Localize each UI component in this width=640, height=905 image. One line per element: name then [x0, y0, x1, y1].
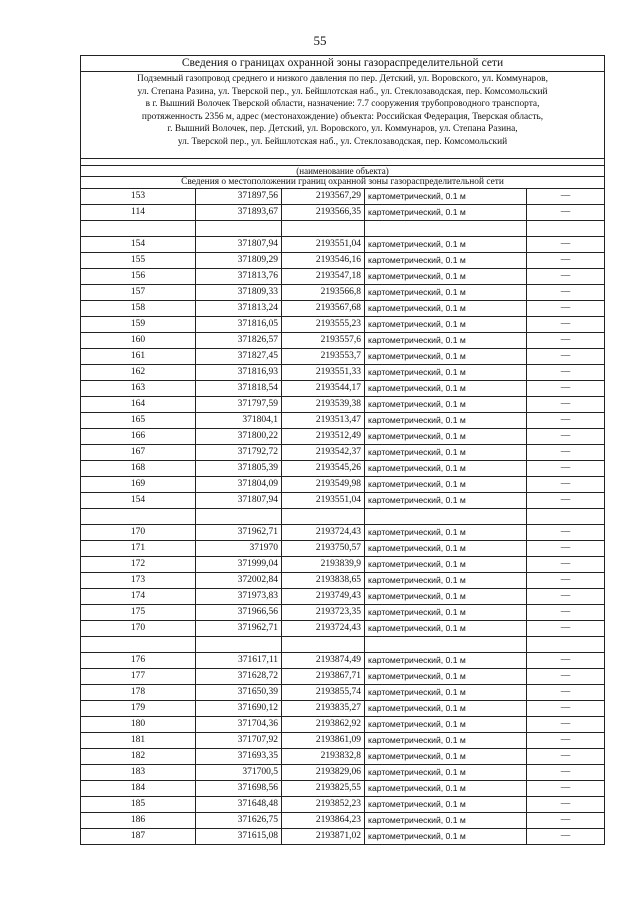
- x-coordinate-cell: 371813,76: [196, 269, 282, 285]
- table-row: [81, 493, 604, 509]
- y-coordinate-cell: 2193829,06: [282, 765, 365, 781]
- empty-cell: [527, 637, 605, 653]
- table-row: [81, 557, 604, 573]
- x-coordinate-cell: 371826,57: [196, 333, 282, 349]
- object-description: [81, 72, 604, 159]
- y-coordinate-cell: 2193551,04: [282, 493, 365, 509]
- description-cell: —: [527, 605, 605, 621]
- point-number-cell: 177: [81, 669, 196, 685]
- x-coordinate-cell: 371809,29: [196, 253, 282, 269]
- method-cell: картометрический, 0.1 м: [365, 829, 527, 845]
- y-coordinate-cell: 2193832,8: [282, 749, 365, 765]
- method-cell: картометрический, 0.1 м: [365, 573, 527, 589]
- description-cell: —: [527, 349, 605, 365]
- point-number-cell: 158: [81, 301, 196, 317]
- description-cell: —: [527, 333, 605, 349]
- point-number-cell: 175: [81, 605, 196, 621]
- description-cell: —: [527, 429, 605, 445]
- y-coordinate-cell: 2193864,23: [282, 813, 365, 829]
- description-cell: —: [527, 797, 605, 813]
- x-coordinate-cell: 371962,71: [196, 525, 282, 541]
- x-coordinate-cell: 371693,35: [196, 749, 282, 765]
- description-cell: —: [527, 205, 605, 221]
- table-row: [81, 397, 604, 413]
- description-cell: —: [527, 477, 605, 493]
- point-number-cell: 172: [81, 557, 196, 573]
- empty-cell: [196, 221, 282, 237]
- table-row: [81, 269, 604, 285]
- description-cell: —: [527, 669, 605, 685]
- x-coordinate-cell: 371707,92: [196, 733, 282, 749]
- empty-cell: [365, 637, 527, 653]
- y-coordinate-cell: 2193513,47: [282, 413, 365, 429]
- y-coordinate-cell: 2193867,71: [282, 669, 365, 685]
- empty-cell: [196, 637, 282, 653]
- empty-cell: [282, 221, 365, 237]
- point-number-cell: 183: [81, 765, 196, 781]
- method-cell: картометрический, 0.1 м: [365, 653, 527, 669]
- point-number-cell: 187: [81, 829, 196, 845]
- empty-cell: [196, 509, 282, 525]
- description-cell: —: [527, 541, 605, 557]
- table-row: [81, 541, 604, 557]
- method-cell: картометрический, 0.1 м: [365, 237, 527, 253]
- y-coordinate-cell: 2193551,04: [282, 237, 365, 253]
- description-cell: —: [527, 461, 605, 477]
- point-number-cell: 154: [81, 493, 196, 509]
- method-cell: картометрический, 0.1 м: [365, 365, 527, 381]
- point-number-cell: 169: [81, 477, 196, 493]
- method-cell: картометрический, 0.1 м: [365, 189, 527, 205]
- description-cell: —: [527, 701, 605, 717]
- method-cell: картометрический, 0.1 м: [365, 461, 527, 477]
- empty-cell: [81, 509, 196, 525]
- document-title: Сведения о границах охранной зоны газораспределительной сети: [81, 56, 604, 72]
- description-cell: —: [527, 445, 605, 461]
- x-coordinate-cell: 371816,93: [196, 365, 282, 381]
- page-number: 55: [313, 33, 327, 48]
- y-coordinate-cell: 2193723,35: [282, 605, 365, 621]
- method-cell: картометрический, 0.1 м: [365, 253, 527, 269]
- point-number-cell: 184: [81, 781, 196, 797]
- method-cell: картометрический, 0.1 м: [365, 797, 527, 813]
- table-row: [81, 669, 604, 685]
- empty-cell: [81, 221, 196, 237]
- description-cell: —: [527, 653, 605, 669]
- y-coordinate-cell: 2193566,8: [282, 285, 365, 301]
- method-cell: картометрический, 0.1 м: [365, 589, 527, 605]
- table-row: [81, 189, 604, 205]
- table-row: [81, 605, 604, 621]
- method-cell: картометрический, 0.1 м: [365, 669, 527, 685]
- method-cell: картометрический, 0.1 м: [365, 733, 527, 749]
- y-coordinate-cell: 2193839,9: [282, 557, 365, 573]
- description-cell: —: [527, 253, 605, 269]
- description-cell: —: [527, 365, 605, 381]
- blank-row: [81, 509, 604, 525]
- y-coordinate-cell: 2193539,38: [282, 397, 365, 413]
- empty-cell: [365, 221, 527, 237]
- point-number-cell: 185: [81, 797, 196, 813]
- method-cell: картометрический, 0.1 м: [365, 349, 527, 365]
- y-coordinate-cell: 2193567,68: [282, 301, 365, 317]
- table-row: [81, 349, 604, 365]
- point-number-cell: 157: [81, 285, 196, 301]
- description-cell: —: [527, 589, 605, 605]
- description-cell: —: [527, 733, 605, 749]
- x-coordinate-cell: 371970: [196, 541, 282, 557]
- point-number-cell: 180: [81, 717, 196, 733]
- divider: [81, 159, 604, 166]
- method-cell: картометрический, 0.1 м: [365, 317, 527, 333]
- method-cell: картометрический, 0.1 м: [365, 781, 527, 797]
- empty-cell: [81, 637, 196, 653]
- description-cell: —: [527, 397, 605, 413]
- x-coordinate-cell: 371628,72: [196, 669, 282, 685]
- table-row: [81, 797, 604, 813]
- description-cell: —: [527, 285, 605, 301]
- empty-cell: [527, 509, 605, 525]
- method-cell: картометрический, 0.1 м: [365, 605, 527, 621]
- y-coordinate-cell: 2193838,65: [282, 573, 365, 589]
- method-cell: картометрический, 0.1 м: [365, 813, 527, 829]
- x-coordinate-cell: 371805,39: [196, 461, 282, 477]
- y-coordinate-cell: 2193724,43: [282, 525, 365, 541]
- method-cell: картометрический, 0.1 м: [365, 557, 527, 573]
- object-description-line: Подземный газопровод среднего и низкого давления по пер. Детский, ул. Воровского, ул. Коммунаров,: [137, 74, 548, 84]
- description-cell: —: [527, 301, 605, 317]
- point-number-cell: 178: [81, 685, 196, 701]
- table-row: [81, 701, 604, 717]
- point-number-cell: 168: [81, 461, 196, 477]
- point-number-cell: 161: [81, 349, 196, 365]
- y-coordinate-cell: 2193553,7: [282, 349, 365, 365]
- table-row: [81, 717, 604, 733]
- table-row: [81, 413, 604, 429]
- method-cell: картометрический, 0.1 м: [365, 333, 527, 349]
- x-coordinate-cell: 371807,94: [196, 237, 282, 253]
- y-coordinate-cell: 2193825,55: [282, 781, 365, 797]
- coordinates-table: [81, 189, 604, 844]
- point-number-cell: 174: [81, 589, 196, 605]
- x-coordinate-cell: 371804,09: [196, 477, 282, 493]
- table-row: [81, 653, 604, 669]
- method-cell: картометрический, 0.1 м: [365, 413, 527, 429]
- x-coordinate-cell: 371973,83: [196, 589, 282, 605]
- method-cell: картометрический, 0.1 м: [365, 701, 527, 717]
- point-number-cell: 179: [81, 701, 196, 717]
- table-row: [81, 429, 604, 445]
- y-coordinate-cell: 2193566,35: [282, 205, 365, 221]
- y-coordinate-cell: 2193551,33: [282, 365, 365, 381]
- object-description-line: ул. Степана Разина, ул. Тверской пер., ул. Бейшлотская наб., ул. Стеклозаводская, пер. Комсомольский: [137, 86, 548, 97]
- x-coordinate-cell: 371804,1: [196, 413, 282, 429]
- point-number-cell: 160: [81, 333, 196, 349]
- point-number-cell: 181: [81, 733, 196, 749]
- table-row: [81, 461, 604, 477]
- x-coordinate-cell: 371650,39: [196, 685, 282, 701]
- description-cell: —: [527, 573, 605, 589]
- table-row: [81, 253, 604, 269]
- y-coordinate-cell: 2193547,18: [282, 269, 365, 285]
- description-cell: —: [527, 269, 605, 285]
- point-number-cell: 114: [81, 205, 196, 221]
- y-coordinate-cell: 2193555,23: [282, 317, 365, 333]
- table-row: [81, 733, 604, 749]
- y-coordinate-cell: 2193544,17: [282, 381, 365, 397]
- table-row: [81, 685, 604, 701]
- y-coordinate-cell: 2193557,6: [282, 333, 365, 349]
- table-row: [81, 589, 604, 605]
- point-number-cell: 170: [81, 621, 196, 637]
- method-cell: картометрический, 0.1 м: [365, 397, 527, 413]
- empty-cell: [282, 509, 365, 525]
- description-cell: —: [527, 189, 605, 205]
- method-cell: картометрический, 0.1 м: [365, 621, 527, 637]
- description-cell: —: [527, 685, 605, 701]
- x-coordinate-cell: 371615,08: [196, 829, 282, 845]
- empty-cell: [282, 637, 365, 653]
- method-cell: картометрический, 0.1 м: [365, 717, 527, 733]
- x-coordinate-cell: 371807,94: [196, 493, 282, 509]
- object-description-line: в г. Вышний Волочек Тверской области, назначение: 7.7 сооружения трубопроводного транспорта,: [145, 99, 540, 109]
- table-row: [81, 445, 604, 461]
- object-description-line: протяженность 2356 м, адрес (местонахождение) объекта: Российская Федерация, Тверская область,: [141, 111, 544, 122]
- point-number-cell: 166: [81, 429, 196, 445]
- method-cell: картометрический, 0.1 м: [365, 269, 527, 285]
- point-number-cell: 182: [81, 749, 196, 765]
- y-coordinate-cell: 2193724,43: [282, 621, 365, 637]
- x-coordinate-cell: 371797,59: [196, 397, 282, 413]
- point-number-cell: 156: [81, 269, 196, 285]
- method-cell: картометрический, 0.1 м: [365, 685, 527, 701]
- description-cell: —: [527, 237, 605, 253]
- table-row: [81, 205, 604, 221]
- description-cell: —: [527, 781, 605, 797]
- x-coordinate-cell: 371792,72: [196, 445, 282, 461]
- table-row: [81, 365, 604, 381]
- description-cell: —: [527, 493, 605, 509]
- table-row: [81, 781, 604, 797]
- x-coordinate-cell: 371626,75: [196, 813, 282, 829]
- point-number-cell: 154: [81, 237, 196, 253]
- x-coordinate-cell: 371813,24: [196, 301, 282, 317]
- table-row: [81, 621, 604, 637]
- table-row: [81, 749, 604, 765]
- x-coordinate-cell: 371816,05: [196, 317, 282, 333]
- x-coordinate-cell: 371698,56: [196, 781, 282, 797]
- table-row: [81, 829, 604, 845]
- description-cell: —: [527, 621, 605, 637]
- point-number-cell: 171: [81, 541, 196, 557]
- description-cell: —: [527, 813, 605, 829]
- table-row: [81, 317, 604, 333]
- description-cell: —: [527, 317, 605, 333]
- y-coordinate-cell: 2193852,23: [282, 797, 365, 813]
- x-coordinate-cell: 371999,04: [196, 557, 282, 573]
- object-description-line: г. Вышний Волочек, пер. Детский, ул. Воровского, ул. Коммунаров, ул. Степана Разина,: [167, 124, 518, 134]
- point-number-cell: 170: [81, 525, 196, 541]
- method-cell: картометрический, 0.1 м: [365, 285, 527, 301]
- description-cell: —: [527, 413, 605, 429]
- y-coordinate-cell: 2193855,74: [282, 685, 365, 701]
- point-number-cell: 162: [81, 365, 196, 381]
- y-coordinate-cell: 2193750,57: [282, 541, 365, 557]
- x-coordinate-cell: 371800,22: [196, 429, 282, 445]
- method-cell: картометрический, 0.1 м: [365, 541, 527, 557]
- method-cell: картометрический, 0.1 м: [365, 765, 527, 781]
- table-row: [81, 333, 604, 349]
- point-number-cell: 176: [81, 653, 196, 669]
- empty-cell: [527, 221, 605, 237]
- description-cell: —: [527, 749, 605, 765]
- x-coordinate-cell: 371818,54: [196, 381, 282, 397]
- method-cell: картометрический, 0.1 м: [365, 749, 527, 765]
- method-cell: картометрический, 0.1 м: [365, 493, 527, 509]
- object-caption: (наименование объекта): [81, 166, 604, 177]
- table-row: [81, 237, 604, 253]
- blank-row: [81, 637, 604, 653]
- y-coordinate-cell: 2193545,26: [282, 461, 365, 477]
- description-cell: —: [527, 557, 605, 573]
- table-row: [81, 525, 604, 541]
- table-row: [81, 765, 604, 781]
- x-coordinate-cell: 371617,11: [196, 653, 282, 669]
- x-coordinate-cell: 371704,36: [196, 717, 282, 733]
- point-number-cell: 155: [81, 253, 196, 269]
- object-description-line: ул. Тверской пер., ул. Бейшлотская наб., ул. Стеклозаводская, пер. Комсомольский: [177, 136, 508, 147]
- y-coordinate-cell: 2193567,29: [282, 189, 365, 205]
- blank-row: [81, 221, 604, 237]
- y-coordinate-cell: 2193862,92: [282, 717, 365, 733]
- method-cell: картометрический, 0.1 м: [365, 525, 527, 541]
- method-cell: картометрический, 0.1 м: [365, 381, 527, 397]
- x-coordinate-cell: 371966,56: [196, 605, 282, 621]
- point-number-cell: 163: [81, 381, 196, 397]
- description-cell: —: [527, 765, 605, 781]
- x-coordinate-cell: 372002,84: [196, 573, 282, 589]
- x-coordinate-cell: 371700,5: [196, 765, 282, 781]
- y-coordinate-cell: 2193835,27: [282, 701, 365, 717]
- point-number-cell: 159: [81, 317, 196, 333]
- description-cell: —: [527, 717, 605, 733]
- method-cell: картометрический, 0.1 м: [365, 429, 527, 445]
- y-coordinate-cell: 2193874,49: [282, 653, 365, 669]
- method-cell: картометрический, 0.1 м: [365, 445, 527, 461]
- point-number-cell: 186: [81, 813, 196, 829]
- table-row: [81, 573, 604, 589]
- table-row: [81, 381, 604, 397]
- x-coordinate-cell: 371893,67: [196, 205, 282, 221]
- point-number-cell: 153: [81, 189, 196, 205]
- x-coordinate-cell: 371962,71: [196, 621, 282, 637]
- method-cell: картометрический, 0.1 м: [365, 477, 527, 493]
- x-coordinate-cell: 371648,48: [196, 797, 282, 813]
- description-cell: —: [527, 525, 605, 541]
- table-row: [81, 301, 604, 317]
- y-coordinate-cell: 2193871,02: [282, 829, 365, 845]
- y-coordinate-cell: 2193512,49: [282, 429, 365, 445]
- method-cell: картометрический, 0.1 м: [365, 205, 527, 221]
- x-coordinate-cell: 371690,12: [196, 701, 282, 717]
- y-coordinate-cell: 2193549,98: [282, 477, 365, 493]
- y-coordinate-cell: 2193749,43: [282, 589, 365, 605]
- x-coordinate-cell: 371897,56: [196, 189, 282, 205]
- x-coordinate-cell: 371809,33: [196, 285, 282, 301]
- y-coordinate-cell: 2193542,37: [282, 445, 365, 461]
- table-row: [81, 477, 604, 493]
- point-number-cell: 173: [81, 573, 196, 589]
- method-cell: картометрический, 0.1 м: [365, 301, 527, 317]
- empty-cell: [365, 509, 527, 525]
- table-row: [81, 285, 604, 301]
- y-coordinate-cell: 2193546,16: [282, 253, 365, 269]
- point-number-cell: 167: [81, 445, 196, 461]
- coordinates-table-body: [81, 189, 604, 844]
- point-number-cell: 165: [81, 413, 196, 429]
- description-cell: —: [527, 829, 605, 845]
- table-row: [81, 813, 604, 829]
- point-number-cell: 164: [81, 397, 196, 413]
- y-coordinate-cell: 2193861,09: [282, 733, 365, 749]
- boundary-document: [80, 55, 605, 845]
- description-cell: —: [527, 381, 605, 397]
- x-coordinate-cell: 371827,45: [196, 349, 282, 365]
- section-title: Сведения о местоположении границ охранной зоны газораспределительной сети: [81, 177, 604, 189]
